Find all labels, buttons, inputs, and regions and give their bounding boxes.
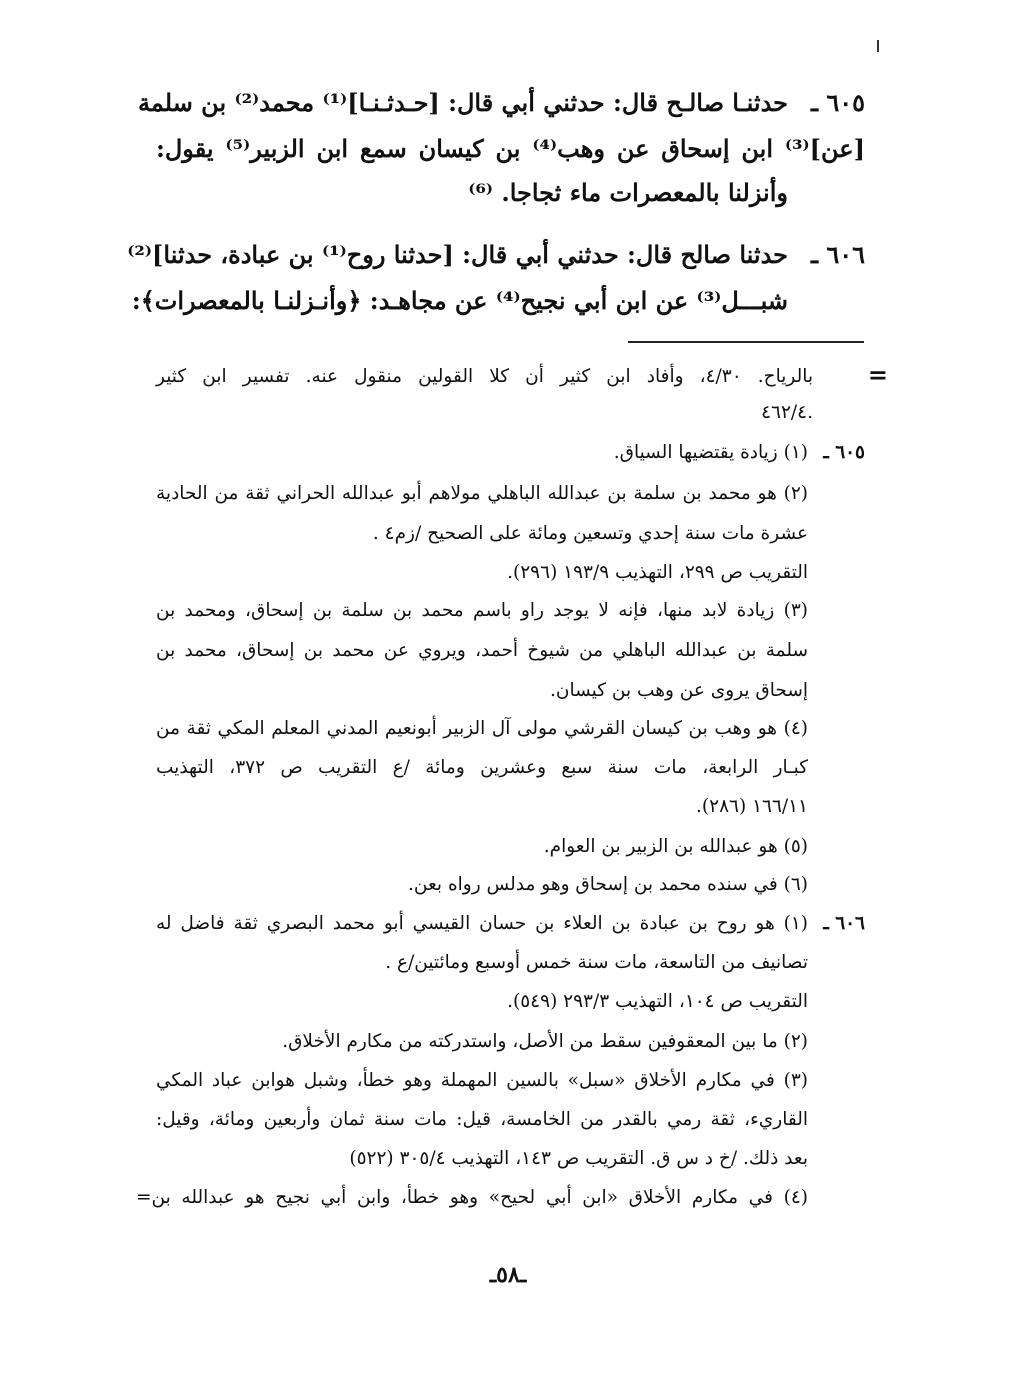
footnote-606-line-6: القاريء، ثقة رمي بالقدر من الخامسة، قيل: مات سنة ثمان وأربعين ومائة، وقيل: <box>156 1109 808 1130</box>
footnote-605-line-6: سلمة بن عبدالله الباهلي من شيوخ أحمد، ويروي عن محمد بن إسحاق، محمد بن <box>156 640 808 661</box>
footnote-605-line-3: عشرة مات سنة إحدي وتسعين ومائة على الصحيح /زم٤ . <box>372 523 808 544</box>
hadith-605-line-3: وأنزلنا بالمعصرات ماء ثجاجا. ⁽⁶⁾ <box>468 178 788 207</box>
footnote-605-line-7: إسحاق يروى عن وهب بن كيسان. <box>550 680 808 701</box>
footnote-605-line-8: (٤) هو وهب بن كيسان القرشي مولى آل الزبير أبونعيم المدني المعلم المكي ثقة من <box>156 718 808 739</box>
hadith-606-line-1: حدثنا صالح قال: حدثني أبي قال: [حدثنا روح⁽¹⁾ بن عبادة، حدثنا]⁽²⁾ <box>127 240 788 269</box>
footnote-605-line-2: (٢) هو محمد بن سلمة بن عبدالله الباهلي مولاهم أبو عبدالله الحراني ثقة من الحادية <box>156 483 808 504</box>
page-number: ـ٥٨ـ <box>489 1262 527 1288</box>
footnote-606-line-1: (١) هو روح بن عبادة بن العلاء بن حسان القيسي أبو محمد البصري ثقة فاضل له <box>156 913 808 934</box>
continuation-marker: = <box>867 360 888 389</box>
footnote-606-line-4: (٢) ما بين المعقوفين سقط من الأصل، واستدركته من مكارم الأخلاق. <box>282 1031 808 1052</box>
footnote-605-line-4: التقريب ص ٢٩٩، التهذيب ١٩٣/٩ (٢٩٦). <box>507 562 808 583</box>
footnote-605-line-5: (٣) زيادة لابد منها، فإنه لا يوجد راو باسم محمد بن سلمة بن إسحاق، ومحمد بن <box>156 600 808 621</box>
hadith-606-number: ٦٠٦ ـ <box>810 240 865 269</box>
footnote-separator <box>628 341 864 343</box>
hadith-606-line-2: شبـــل⁽³⁾ عن ابن أبي نجيح⁽⁴⁾ عن مجاهـد: ﴿وأنـزلنـا بالمعصرات﴾: <box>131 286 788 315</box>
footnote-606-line-3: التقريب ص ١٠٤، التهذيب ٢٩٣/٣ (٥٤٩). <box>507 991 808 1012</box>
footnote-605-line-10: ١٦٦/١١ (٢٨٦). <box>696 796 808 817</box>
footnote-605-line-12: (٦) في سنده محمد بن إسحاق وهو مدلس رواه بعن. <box>408 874 808 895</box>
hadith-605-line-2: [عن]⁽³⁾ ابن إسحاق عن وهب⁽⁴⁾ بن كيسان سمع ابن الزبير⁽⁵⁾ يقول: <box>156 134 865 163</box>
continuation-line-1: بالرياح. ٤/٣٠، وأفاد ابن كثير أن كلا القولين منقول عنه. تفسير ابن كثير <box>156 366 813 387</box>
continuation-line-2: .٤٦٢/٤ <box>761 402 813 423</box>
footnote-605-line-1: (١) زيادة يقتضيها السياق. <box>613 442 808 463</box>
footnote-606-line-8: (٤) في مكارم الأخلاق «ابن أبي لحيح» وهو خطأ، وابن أبي نجيح هو عبدالله بن= <box>136 1187 808 1208</box>
footnote-605-line-9: كبـار الرابعة، مات سنة سبع وعشرين ومائة /ع التقريب ص ٣٧٢، التهذيب <box>156 757 808 778</box>
footnote-606-line-2: تصانيف من التاسعة، مات سنة خمس أوسبع ومائتين/ع . <box>385 952 808 973</box>
hadith-605-line-1: حدثنـا صالـح قال: حدثني أبي قال: [حـدثـنـا]⁽¹⁾ محمد⁽²⁾ بن سلمة <box>138 88 788 117</box>
footnote-606-number: ٦٠٦ ـ <box>823 913 865 934</box>
hadith-605-number: ٦٠٥ ـ <box>810 88 865 117</box>
scan-mark <box>877 40 879 52</box>
footnote-605-number: ٦٠٥ ـ <box>823 442 865 463</box>
footnote-605-line-11: (٥) هو عبدالله بن الزبير بن العوام. <box>543 836 808 857</box>
footnote-606-line-5: (٣) في مكارم الأخلاق «سبل» بالسين المهملة وهو خطأ، وشبل هوابن عباد المكي <box>156 1070 808 1091</box>
footnote-606-line-7: بعد ذلك. /خ د س ق. التقريب ص ١٤٣، التهذيب ٣٠٥/٤ (٥٢٢) <box>349 1148 808 1169</box>
